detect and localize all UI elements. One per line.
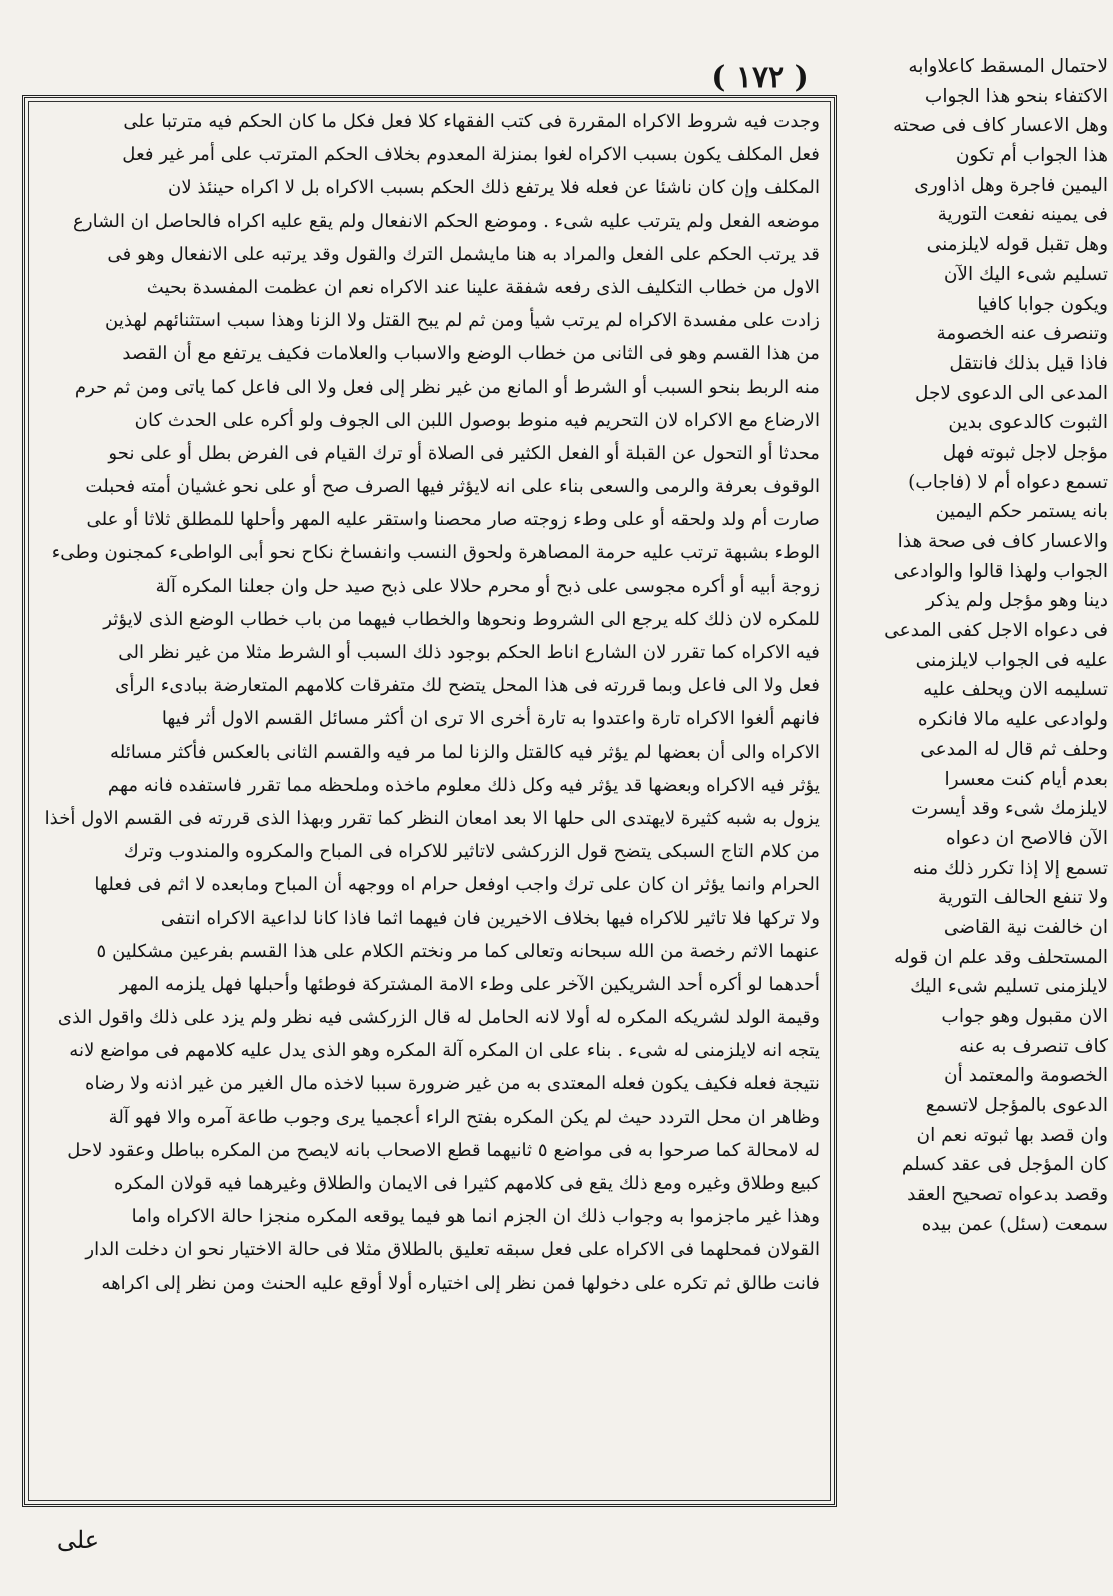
margin-line: هذا الجواب أم تكون (955, 145, 1108, 167)
main-text-line: فانت طالق ثم تكره على دخولها فمن نظر إلى اختياره أولا أوقع عليه الحنث ومن نظر إلى اكراهه (101, 1272, 820, 1294)
margin-line: وقصد بدعواه تصحيح العقد (907, 1184, 1108, 1206)
margin-line: ولا تنفع الحالف التورية (937, 887, 1108, 909)
main-text-line: الاول من خطاب التكليف الذى رفعه شفقة علينا عند الاكراه نعم ان عظمت المفسدة بحيث (146, 276, 820, 298)
margin-line: لايلزمنى تسليم شىء اليك (910, 976, 1108, 998)
margin-line: فى دعواه الاجل كفى المدعى (884, 620, 1108, 642)
catchword: على (56, 1526, 100, 1554)
margin-line: ويكون جوابا كافيا (977, 293, 1108, 315)
margin-line: كاف تنصرف به عنه (958, 1035, 1108, 1057)
main-text-line: ولا تركها فلا تاثير للاكراه فيها بخلاف الاخيرين فان فيهما اثما فاذا كانا لداعية الاكراه انتفى (160, 907, 820, 929)
margin-line: ان خالفت نية القاضى (943, 916, 1108, 938)
main-text-line: يزول به شبه كثيرة لايهتدى الى حلها الا بعد امعان النظر كما تقرر وبهذا الذى قررته فى القسم الاول أخذا (44, 807, 820, 829)
margin-line: بعدم أيام كنت معسرا (944, 768, 1108, 790)
main-text-line: وجدت فيه شروط الاكراه المقررة فى كتب الفقهاء كلا فعل فكل ما كان الحكم فيه مترتبا على (123, 111, 820, 132)
margin-line: الاكتفاء بنحو هذا الجواب (924, 85, 1108, 107)
main-text-line: الوطء بشبهة ترتب عليه حرمة المصاهرة ولحوق النسب وانفساخ نكاح نحو أبى الواطىء كمجنون وطىء (51, 542, 820, 564)
main-text-line: موضعه الفعل ولم يترتب عليه شىء . وموضع الحكم الانفعال ولم يقع عليه اكراه فالحاصل ان الشارع (73, 210, 820, 232)
margin-line: وهل الاعسار كاف فى صحته (892, 115, 1108, 137)
margin-line: اليمين فاجرة وهل اذاورى (914, 174, 1108, 196)
margin-line: فاذا قيل بذلك فانتقل (949, 352, 1108, 374)
margin-line: المدعى الى الدعوى لاجل (914, 382, 1108, 404)
margin-line: وتنصرف عنه الخصومة (936, 323, 1108, 345)
margin-line: المستحلف وقد علم ان قوله (894, 946, 1108, 968)
main-text-line: الوقوف بعرفة والرمى والسعى بناء على انه لايؤثر فيها الصرف صح أو على نحو غشيان أمته فحبلت (85, 476, 820, 498)
main-text-line: فعل المكلف يكون بسبب الاكراه لغوا بمنزلة المعدوم بخلاف الحكم المترتب على أمر غير فعل (122, 144, 820, 166)
margin-line: وان قصد بها ثبوته نعم ان (916, 1124, 1108, 1146)
main-text-line: عنهما الاثم رخصة من الله سبحانه وتعالى كما مر ونختم الكلام على هذا القسم بفرعين مشكلين ٥ (96, 940, 820, 962)
main-text-line: وهذا غير ماجزموا به وجواب ذلك ان الجزم انما هو فيما يوقعه المكره منجزا حالة الاكراه واما (131, 1206, 820, 1228)
main-text-line: من هذا القسم وهو فى الثانى من خطاب الوضع والاسباب والعلامات فكيف يرتفع مع أن القصد (122, 343, 820, 365)
main-text-line: الاكراه والى أن بعضها لم يؤثر فيه كالقتل والزنا لما مر فيه والقسم الثانى بالعكس فأكثر مسائله (109, 741, 820, 763)
margin-line: وهل تقبل قوله لايلزمنى (926, 234, 1108, 256)
main-text-line: زادت على مفسدة الاكراه لم يرتب شيأ ومن ثم لم يبح القتل ولا الزنا وهذا سبب استثنائهم لهذين (105, 310, 820, 332)
margin-line: مؤجل لاجل ثبوته فهل (942, 441, 1108, 463)
main-text-line: له لامحالة كما صرحوا به فى مواضع ٥ ثانيهما قطع الاصحاب بانه لايصح من المكره بباطل وعقود لاحل (67, 1139, 820, 1161)
main-text-line: زوجة أبيه أو أكره مجوسى على ذبح أو محرم حلالا على ذبح صيد حل وان جعلنا المكره آلة (155, 575, 820, 597)
main-text-line: القولان فمحلهما فى الاكراه على فعل سبقه تعليق بالطلاق مثلا فى حالة الاختيار نحو ان دخلت الدار (85, 1239, 820, 1261)
main-text-line: يتجه انه لايلزمنى له شىء . بناء على ان المكره آلة المكره وهو الذى يدل عليه كلامهم فى مواضع لانه (69, 1040, 820, 1062)
margin-line: الان مقبول وهو جواب (941, 1006, 1108, 1027)
margin-line: والاعسار كاف فى صحة هذا (897, 531, 1108, 552)
main-text-line: الارضاع مع الاكراه لان التحريم فيه منوط بوصول اللبن الى الجوف ولو أكره على الحدث كان (134, 409, 820, 431)
margin-line: تسليمه الان ويحلف عليه (923, 679, 1108, 701)
main-text-line: كبيع وطلاق وغيره ومع ذلك يقع فى كلامهم كثيرا فى الايمان والطلاق وغيرهما فيه قولان المكره (114, 1173, 820, 1194)
margin-line: الآن فالاصح ان دعواه (946, 827, 1108, 849)
main-text-line: للمكره لان ذلك كله يرجع الى الشروط ونحوها والخطاب فيهما من باب خطاب الوضع الذى لايؤثر (103, 608, 820, 630)
margin-line: ولوادعى عليه مالا فانكره (917, 709, 1108, 731)
margin-line: لاحتمال المسقط كاعلاوابه (908, 56, 1108, 77)
margin-line: فى يمينه نفعت التورية (937, 204, 1108, 226)
main-text-line: من كلام التاج السبكى يتضح قول الزركشى لاتاثير للاكراه فى المباح والمكروه والمندوب وترك (123, 841, 820, 863)
main-text-line: فيه الاكراه كما تقرر لان الشارع اناط الحكم بوجود ذلك السبب أو الشرط مثلا من غير نظر الى (118, 642, 820, 663)
margin-line: دينا وهو مؤجل ولم يذكر (925, 590, 1108, 612)
margin-line: تسمع دعواه أم لا (فاجاب) (908, 471, 1108, 493)
margin-line: سمعت (سئل) عمن بيده (921, 1213, 1108, 1235)
margin-line: لايلزمك شىء وقد أيسرت (911, 798, 1108, 820)
main-text-line: نتيجة فعله فكيف يكون فعله المعتدى به من غير ضرورة سببا لاخذه مال الغير من غير اذنه ولا رضاه (84, 1073, 820, 1095)
main-text-line: وظاهر ان محل التردد حيث لم يكن المكره بفتح الراء أعجميا يرى وجوب طاعة آمره والا فهو آلة (108, 1106, 820, 1128)
margin-line: تسمع إلا إذا تكرر ذلك منه (912, 857, 1108, 879)
margin-line: الخصومة والمعتمد أن (944, 1065, 1108, 1087)
main-text-line: منه الربط بنحو السبب أو الشرط أو المانع من غير نظر إلى فعل ولا الى فاعل كما ياتى ومن ثم حرم (74, 376, 820, 398)
margin-line: الجواب ولهذا قالوا والوادعى (893, 560, 1108, 582)
main-text-line: الحرام وانما يؤثر ان كان على ترك واجب اوفعل حرام اه ووجهه أن المباح ومابعده لا اثم فى فعلها (94, 874, 820, 896)
margin-line: الثبوت كالدعوى بدين (948, 412, 1108, 434)
main-text-line: يؤثر فيه الاكراه وبعضها قد يؤثر فيه وكل ذلك معلوم ماخذه وملحظه مما تقرر فاستفده فانه مهم (107, 774, 820, 796)
page-number: ( ١٧٢ ) (711, 60, 809, 95)
main-text-line: فعل ولا الى فاعل وبما قررته فى هذا المحل يتضح لك متفرقات كلامهم المتعارضة ببادىء الرأى (115, 675, 820, 697)
main-text-line: أحدهما لو أكره أحد الشريكين الآخر على وطء الامة المشتركة فوطئها وأحبلها فهل يلزمه المهر (119, 973, 820, 995)
main-text-line: قد يرتب الحكم على الفعل والمراد به هنا مايشمل الترك والقول وقد يرتبه على الانفعال وهو فى (107, 243, 820, 265)
margin-commentary (846, 52, 1108, 1514)
main-text-line: محدثا أو التحول عن القبلة أو الفعل الكثير فى الصلاة أو ترك القيام فى الفرض بطل أو على نحو (108, 442, 820, 464)
main-text-line: المكلف وإن كان ناشئا عن فعله فلا يرتفع ذلك الحكم بسبب الاكراه بل لا اكراه حينئذ لان (168, 177, 820, 199)
margin-line: عليه فى الجواب لايلزمنى (915, 649, 1108, 671)
margin-line: بانه يستمر حكم اليمين (935, 501, 1108, 523)
main-text-line: فانهم ألغوا الاكراه تارة واعتدوا به تارة أخرى الا ترى ان أكثر مسائل القسم الاول أثر فيها (161, 708, 820, 730)
margin-line: تسليم شىء اليك الآن (943, 263, 1108, 285)
main-text-body (40, 105, 820, 1500)
main-text-line: وقيمة الولد لشريكه المكره له أولا لانه الحامل له قال الزركشى فيه نظر ولم يزد على ذلك واقول الذى (57, 1007, 820, 1029)
margin-line: وحلف ثم قال له المدعى (920, 738, 1108, 760)
main-text-line: صارت أم ولد ولحقه أو على وطء زوجته صار محصنا واستقر عليه المهر وأحلها للمطلق ثلاثا أو على (86, 509, 820, 531)
margin-line: كان المؤجل فى عقد كسلم (901, 1154, 1108, 1176)
margin-line: الدعوى بالمؤجل لاتسمع (925, 1095, 1108, 1117)
